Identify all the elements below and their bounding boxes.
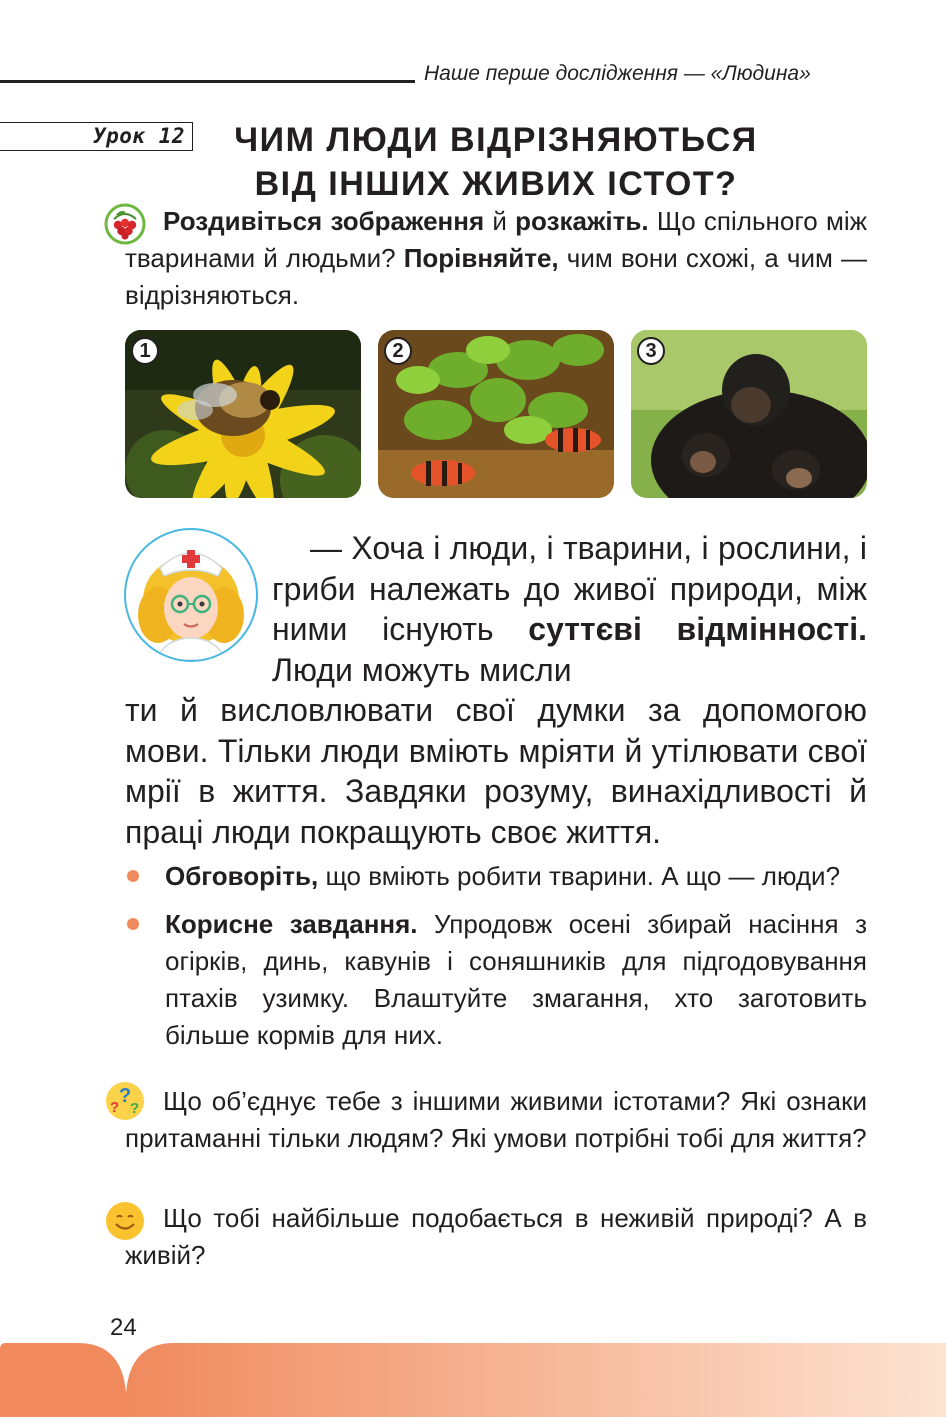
footer-band bbox=[0, 1343, 946, 1417]
reflection-paragraph bbox=[125, 1200, 867, 1274]
bullet-list bbox=[125, 858, 867, 1054]
task-text-2: Що спільного між тваринами й людьми? bbox=[125, 206, 867, 273]
story-top bbox=[272, 528, 867, 690]
photo-fish bbox=[378, 330, 614, 498]
task-text-3: чим вони схожі, а чим — відрізняються. bbox=[125, 243, 867, 310]
svg-text:?: ? bbox=[130, 1100, 140, 1117]
title-line-1: ЧИМ ЛЮДИ ВІДРІЗНЯЮТЬСЯ bbox=[234, 121, 758, 159]
story-text-1: — Хоча і люди, і тварини, і рослини, і гриби належать до живої природи, між ними існують bbox=[272, 530, 867, 647]
photo-1-badge: 1 bbox=[131, 337, 159, 365]
photo-2-badge: 2 bbox=[384, 337, 412, 365]
story-bold: суттєві відмінності. bbox=[528, 611, 868, 647]
photo-3-badge: 3 bbox=[637, 337, 665, 365]
photo-bee bbox=[125, 330, 361, 498]
story-bottom: ти й висловлювати свої думки за допомогою мови. Тільки люди вміють мріяти й утілювати свої мрії в життя. Завдяки розуму, винахідливості й праці люди покращують своє життя. bbox=[125, 692, 867, 850]
bullet-text: що вміють робити тварини. А що — люди? bbox=[318, 861, 841, 891]
lesson-box bbox=[0, 122, 193, 151]
task-bold-2: розкажіть. bbox=[515, 206, 649, 236]
page-number: 24 bbox=[110, 1314, 137, 1341]
title-line-2: ВІД ІНШИХ ЖИВИХ ІСТОТ? bbox=[254, 165, 738, 203]
bullet-item bbox=[125, 906, 867, 1054]
story-text-2: Люди можуть мисли bbox=[272, 651, 572, 688]
svg-text:?: ? bbox=[110, 1099, 120, 1116]
questions-paragraph bbox=[125, 1083, 867, 1157]
lesson-title bbox=[196, 118, 796, 206]
task-text-1: й bbox=[484, 206, 516, 236]
bullet-item bbox=[125, 858, 867, 895]
header-rule bbox=[0, 80, 415, 83]
bullet-text: Упродовж осені збирай насіння з огірків, динь, кавунів і соняшників для підгодовування птахів узимку. Влаштуйте змагання, хто заготовить більше кормів для них. bbox=[165, 909, 867, 1050]
nurse-character bbox=[124, 528, 258, 662]
task-bold-1: Роздивіться зображення bbox=[163, 206, 485, 236]
questions-text: Що об’єднує тебе з іншими живими істотами? Які ознаки притаманні тільки людям? Які умови потрібні тобі для життя? bbox=[125, 1086, 867, 1153]
task-bold-3: Порівняйте, bbox=[403, 243, 559, 273]
lesson-label: Урок 12 bbox=[92, 124, 185, 148]
photo-chimpanzees bbox=[631, 330, 867, 498]
bullet-dot bbox=[127, 870, 139, 882]
bullet-bold: Корисне завдання. bbox=[165, 909, 418, 939]
running-head: Наше перше дослідження — «Людина» bbox=[424, 62, 811, 85]
task-paragraph bbox=[125, 203, 867, 314]
bullet-bold: Обговоріть, bbox=[165, 861, 319, 891]
svg-text:?: ? bbox=[119, 1085, 132, 1107]
bullet-dot bbox=[127, 918, 139, 930]
reflection-text: Що тобі найбільше подобається в неживій природі? А в живій? bbox=[125, 1203, 867, 1270]
